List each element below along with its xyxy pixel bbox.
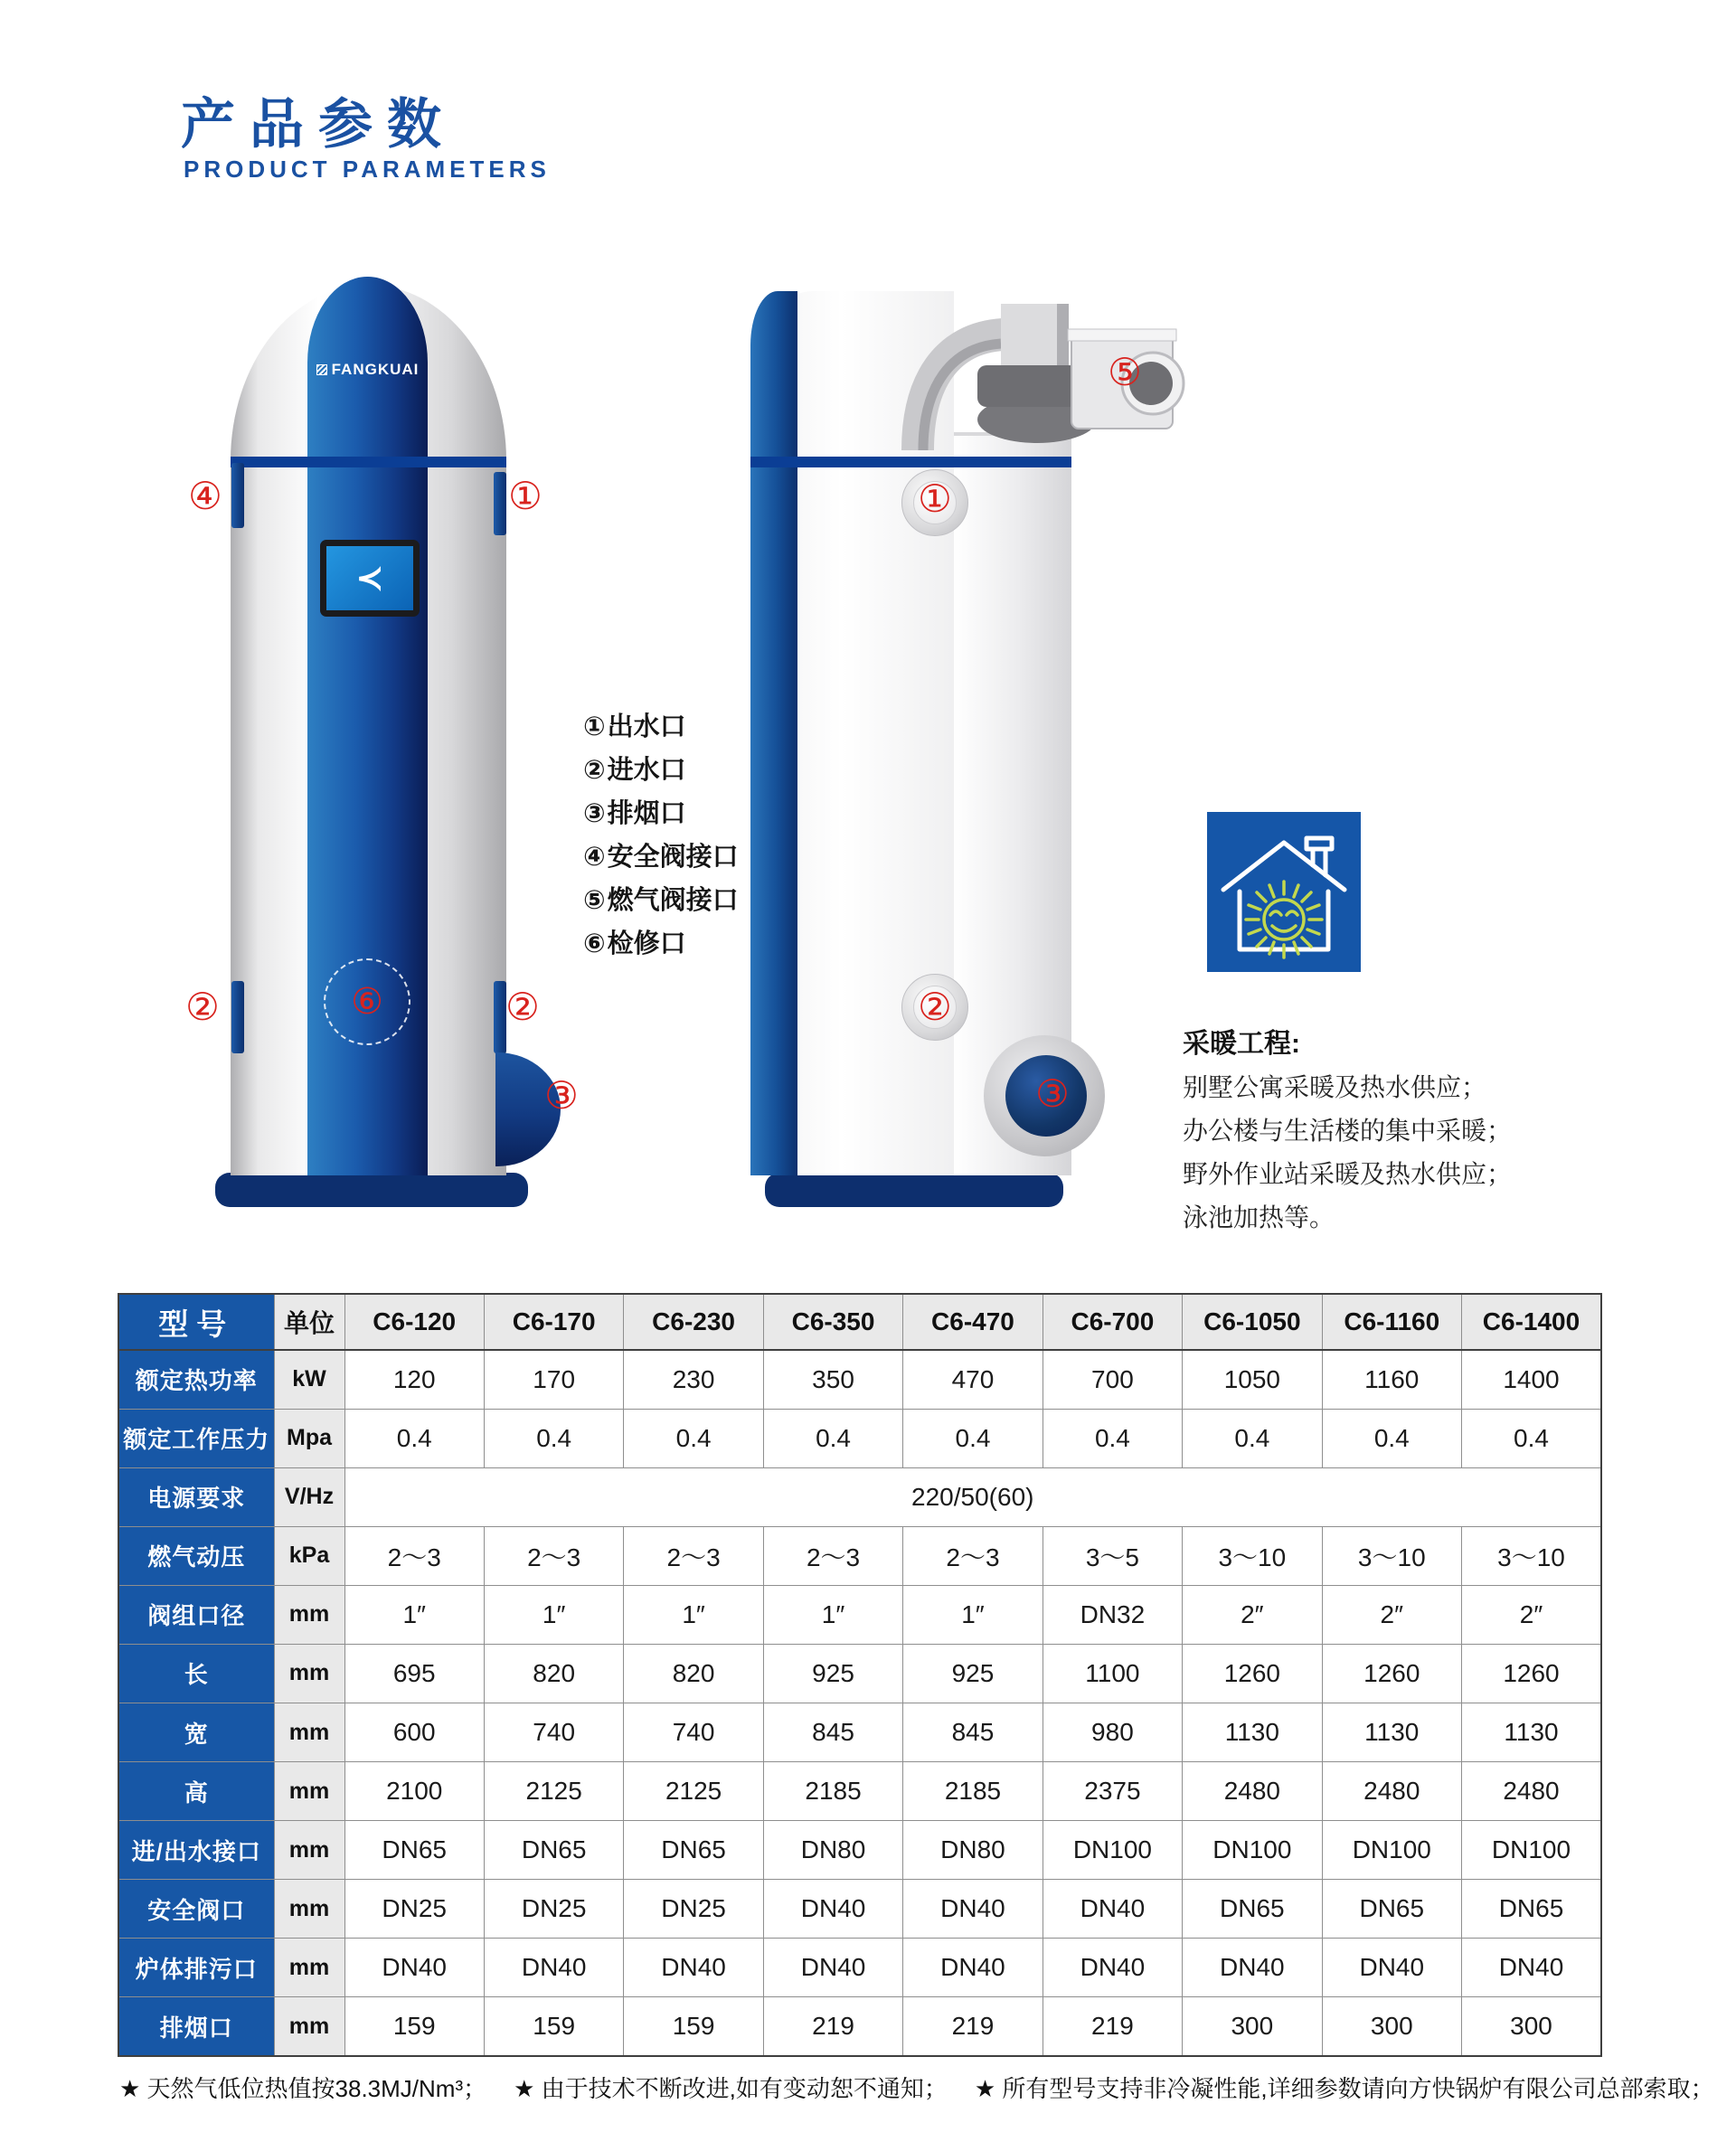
model-column-header: C6-1050	[1183, 1294, 1322, 1350]
row-label: 阀组口径	[118, 1585, 274, 1644]
row-value: 300	[1322, 1997, 1461, 2056]
table-row	[118, 1939, 1601, 1997]
table-body	[118, 1350, 1601, 2056]
table-row	[118, 1467, 1601, 1526]
row-value: 1″	[763, 1585, 902, 1644]
row-unit: kPa	[274, 1526, 344, 1585]
safety-valve-port	[231, 463, 244, 528]
row-value: 3～10	[1462, 1526, 1602, 1585]
table-row	[118, 1762, 1601, 1821]
row-value: 1400	[1462, 1350, 1602, 1409]
row-value: 2～3	[763, 1526, 902, 1585]
model-column-header: C6-470	[903, 1294, 1043, 1350]
row-value: 2125	[484, 1762, 623, 1821]
port-label: 检修口	[607, 929, 686, 958]
row-value: 219	[903, 1997, 1043, 2056]
row-value: 0.4	[344, 1409, 484, 1467]
brand-logo-icon	[316, 364, 327, 375]
marker-2: ②	[185, 986, 220, 1028]
application-lines	[1183, 1066, 1512, 1240]
row-value: DN40	[484, 1939, 623, 1997]
row-value: 0.4	[903, 1409, 1043, 1467]
page-title: 产品参数	[181, 94, 456, 155]
row-unit: mm	[274, 1821, 344, 1880]
boiler-base	[215, 1173, 528, 1207]
port-legend-item	[583, 835, 739, 879]
row-value: DN80	[763, 1821, 902, 1880]
row-value: DN65	[1462, 1880, 1602, 1939]
inspection-hatch	[324, 958, 410, 1045]
footnotes	[119, 2071, 1736, 2104]
application-line: 办公楼与生活楼的集中采暖；	[1183, 1117, 1513, 1145]
row-value: 300	[1462, 1997, 1602, 2056]
row-value: 1260	[1183, 1644, 1322, 1703]
row-value: 300	[1183, 1997, 1322, 2056]
gas-valve-assembly	[891, 298, 1189, 461]
row-value: 925	[903, 1644, 1043, 1703]
unit-header-cell: 单位	[274, 1294, 344, 1350]
model-column-header: C6-120	[344, 1294, 484, 1350]
heating-house-icon	[1207, 812, 1361, 972]
row-value: 350	[763, 1350, 902, 1409]
row-value: 219	[1043, 1997, 1182, 2056]
row-value: 0.4	[763, 1409, 902, 1467]
row-value: 2480	[1462, 1762, 1602, 1821]
row-value: DN65	[344, 1821, 484, 1880]
row-value: DN40	[1043, 1880, 1182, 1939]
row-label: 燃气动压	[118, 1526, 274, 1585]
row-unit: Mpa	[274, 1409, 344, 1467]
row-value: 0.4	[1183, 1409, 1322, 1467]
row-value: 2″	[1462, 1585, 1602, 1644]
port-number: ②	[583, 756, 606, 785]
row-value: 3～10	[1322, 1526, 1461, 1585]
row-value: 1260	[1322, 1644, 1461, 1703]
model-column-header: C6-1160	[1322, 1294, 1461, 1350]
model-header-cell: 型号	[118, 1294, 274, 1350]
application-block	[1183, 1023, 1512, 1240]
marker-1: ①	[918, 477, 952, 520]
model-column-header: C6-700	[1043, 1294, 1182, 1350]
spec-table	[118, 1293, 1602, 2057]
row-value: 0.4	[1462, 1409, 1602, 1467]
table-row	[118, 1526, 1601, 1585]
row-label: 炉体排污口	[118, 1939, 274, 1997]
row-value: 740	[624, 1703, 763, 1761]
row-value: 820	[484, 1644, 623, 1703]
application-line: 泳池加热等。	[1183, 1203, 1335, 1231]
panel-logo-glyph: ≺	[355, 560, 384, 598]
row-value: 820	[624, 1644, 763, 1703]
row-value: 170	[484, 1350, 623, 1409]
row-value: DN40	[903, 1880, 1043, 1939]
row-unit: mm	[274, 1997, 344, 2056]
marker-2: ②	[505, 986, 540, 1028]
port-label: 出水口	[607, 712, 686, 741]
port-number: ①	[583, 712, 606, 741]
boiler-blue-strip	[750, 291, 797, 1175]
page-subtitle: PRODUCT PARAMETERS	[184, 156, 551, 183]
row-unit: V/Hz	[274, 1467, 344, 1526]
footnote: ★ 天然气低位热值按38.3MJ/Nm³；	[119, 2075, 487, 2102]
row-value: DN40	[763, 1880, 902, 1939]
application-line: 野外作业站采暖及热水供应；	[1183, 1160, 1513, 1188]
row-value: 2～3	[624, 1526, 763, 1585]
marker-2: ②	[918, 986, 952, 1028]
row-value: 3～10	[1183, 1526, 1322, 1585]
row-value: 700	[1043, 1350, 1182, 1409]
row-value: 2480	[1322, 1762, 1461, 1821]
row-value: 1″	[903, 1585, 1043, 1644]
row-span-value: 220/50(60)	[344, 1467, 1601, 1526]
row-value: 1″	[344, 1585, 484, 1644]
row-label: 进/出水接口	[118, 1821, 274, 1880]
port-number: ④	[583, 843, 606, 872]
row-value: 2480	[1183, 1762, 1322, 1821]
port-legend	[583, 705, 739, 966]
marker-4: ④	[188, 475, 222, 517]
port-legend-item	[583, 749, 739, 792]
port-number: ⑥	[583, 929, 606, 958]
row-unit: mm	[274, 1644, 344, 1703]
row-value: DN40	[624, 1939, 763, 1997]
row-value: DN40	[903, 1939, 1043, 1997]
brand-logo	[307, 361, 428, 379]
boiler-base	[765, 1173, 1063, 1207]
row-value: 1130	[1183, 1703, 1322, 1761]
row-label: 安全阀口	[118, 1880, 274, 1939]
row-value: 2″	[1183, 1585, 1322, 1644]
port-number: ⑤	[583, 886, 606, 915]
row-value: 1130	[1462, 1703, 1602, 1761]
row-value: 3～5	[1043, 1526, 1182, 1585]
row-label: 长	[118, 1644, 274, 1703]
row-value: DN80	[903, 1821, 1043, 1880]
table-row	[118, 1644, 1601, 1703]
port-label: 燃气阀接口	[607, 886, 739, 915]
table-row	[118, 1997, 1601, 2056]
row-value: 1050	[1183, 1350, 1322, 1409]
row-value: DN40	[1322, 1939, 1461, 1997]
row-value: 1″	[484, 1585, 623, 1644]
row-value: DN100	[1322, 1821, 1461, 1880]
boiler-band	[750, 457, 1071, 467]
row-value: 159	[344, 1997, 484, 2056]
table-header-row	[118, 1294, 1601, 1350]
row-value: 980	[1043, 1703, 1182, 1761]
row-value: 120	[344, 1350, 484, 1409]
row-value: 0.4	[484, 1409, 623, 1467]
row-value: 0.4	[1322, 1409, 1461, 1467]
model-column-header: C6-170	[484, 1294, 623, 1350]
row-unit: mm	[274, 1939, 344, 1997]
port-legend-item	[583, 879, 739, 922]
row-value: 2100	[344, 1762, 484, 1821]
row-value: 600	[344, 1703, 484, 1761]
row-value: 1260	[1462, 1644, 1602, 1703]
footnote: ★ 由于技术不断改进,如有变动恕不通知；	[514, 2075, 948, 2102]
row-value: 740	[484, 1703, 623, 1761]
table-row	[118, 1821, 1601, 1880]
row-value: 845	[763, 1703, 902, 1761]
row-value: DN65	[624, 1821, 763, 1880]
row-value: 2185	[903, 1762, 1043, 1821]
brand-logo-text: FANGKUAI	[331, 361, 420, 378]
row-value: DN40	[1183, 1939, 1322, 1997]
row-label: 电源要求	[118, 1467, 274, 1526]
row-value: 1130	[1322, 1703, 1461, 1761]
model-column-header: C6-1400	[1462, 1294, 1602, 1350]
port-label: 排烟口	[607, 799, 686, 828]
row-value: 0.4	[1043, 1409, 1182, 1467]
footnote: ★ 所有型号支持非冷凝性能,详细参数请向方快锅炉有限公司总部索取；	[974, 2075, 1714, 2102]
model-column-header: C6-230	[624, 1294, 763, 1350]
application-title: 采暖工程:	[1183, 1029, 1300, 1059]
row-value: 2375	[1043, 1762, 1182, 1821]
row-value: DN40	[344, 1939, 484, 1997]
row-unit: mm	[274, 1880, 344, 1939]
row-value: 2″	[1322, 1585, 1461, 1644]
row-value: 0.4	[624, 1409, 763, 1467]
row-value: 2～3	[344, 1526, 484, 1585]
table-row	[118, 1350, 1601, 1409]
model-column-header: C6-350	[763, 1294, 902, 1350]
row-value: 1100	[1043, 1644, 1182, 1703]
row-value: 230	[624, 1350, 763, 1409]
row-value: DN100	[1462, 1821, 1602, 1880]
row-label: 高	[118, 1762, 274, 1821]
row-value: 695	[344, 1644, 484, 1703]
row-value: DN100	[1183, 1821, 1322, 1880]
row-value: DN65	[484, 1821, 623, 1880]
row-value: DN25	[484, 1880, 623, 1939]
boiler-band	[231, 457, 506, 467]
marker-6: ⑥	[351, 982, 383, 1022]
row-value: DN25	[624, 1880, 763, 1939]
water-inlet-port-left	[231, 981, 244, 1053]
row-value: 1160	[1322, 1350, 1461, 1409]
row-value: DN40	[1043, 1939, 1182, 1997]
marker-3: ③	[544, 1074, 579, 1117]
application-line: 别墅公寓采暖及热水供应；	[1183, 1073, 1487, 1101]
row-unit: kW	[274, 1350, 344, 1409]
row-value: 159	[624, 1997, 763, 2056]
row-value: 219	[763, 1997, 902, 2056]
row-value: 2125	[624, 1762, 763, 1821]
row-value: DN65	[1322, 1880, 1461, 1939]
row-label: 排烟口	[118, 1997, 274, 2056]
row-value: 2～3	[484, 1526, 623, 1585]
port-legend-item	[583, 792, 739, 835]
marker-1: ①	[508, 475, 542, 517]
row-value: 2185	[763, 1762, 902, 1821]
port-legend-item	[583, 705, 739, 749]
port-legend-item	[583, 922, 739, 966]
port-label: 进水口	[607, 756, 686, 785]
row-unit: mm	[274, 1762, 344, 1821]
control-panel-screen	[326, 546, 413, 610]
row-value: DN40	[1462, 1939, 1602, 1997]
water-inlet-port-right	[494, 981, 506, 1053]
row-value: DN40	[763, 1939, 902, 1997]
table-row	[118, 1880, 1601, 1939]
row-value: 845	[903, 1703, 1043, 1761]
port-label: 安全阀接口	[607, 843, 739, 872]
row-label: 额定热功率	[118, 1350, 274, 1409]
marker-5: ⑤	[1108, 351, 1142, 393]
marker-3: ③	[1035, 1072, 1070, 1115]
row-value: 2～3	[903, 1526, 1043, 1585]
control-panel	[320, 540, 420, 617]
table-row	[118, 1409, 1601, 1467]
row-unit: mm	[274, 1585, 344, 1644]
row-value: DN25	[344, 1880, 484, 1939]
water-outlet-port	[494, 472, 506, 535]
port-number: ③	[583, 799, 606, 828]
row-value: DN100	[1043, 1821, 1182, 1880]
row-value: DN65	[1183, 1880, 1322, 1939]
row-unit: mm	[274, 1703, 344, 1761]
row-value: 159	[484, 1997, 623, 2056]
row-value: 470	[903, 1350, 1043, 1409]
row-value: 925	[763, 1644, 902, 1703]
row-label: 宽	[118, 1703, 274, 1761]
row-value: DN32	[1043, 1585, 1182, 1644]
table-row	[118, 1703, 1601, 1761]
table-row	[118, 1585, 1601, 1644]
row-value: 1″	[624, 1585, 763, 1644]
row-label: 额定工作压力	[118, 1409, 274, 1467]
